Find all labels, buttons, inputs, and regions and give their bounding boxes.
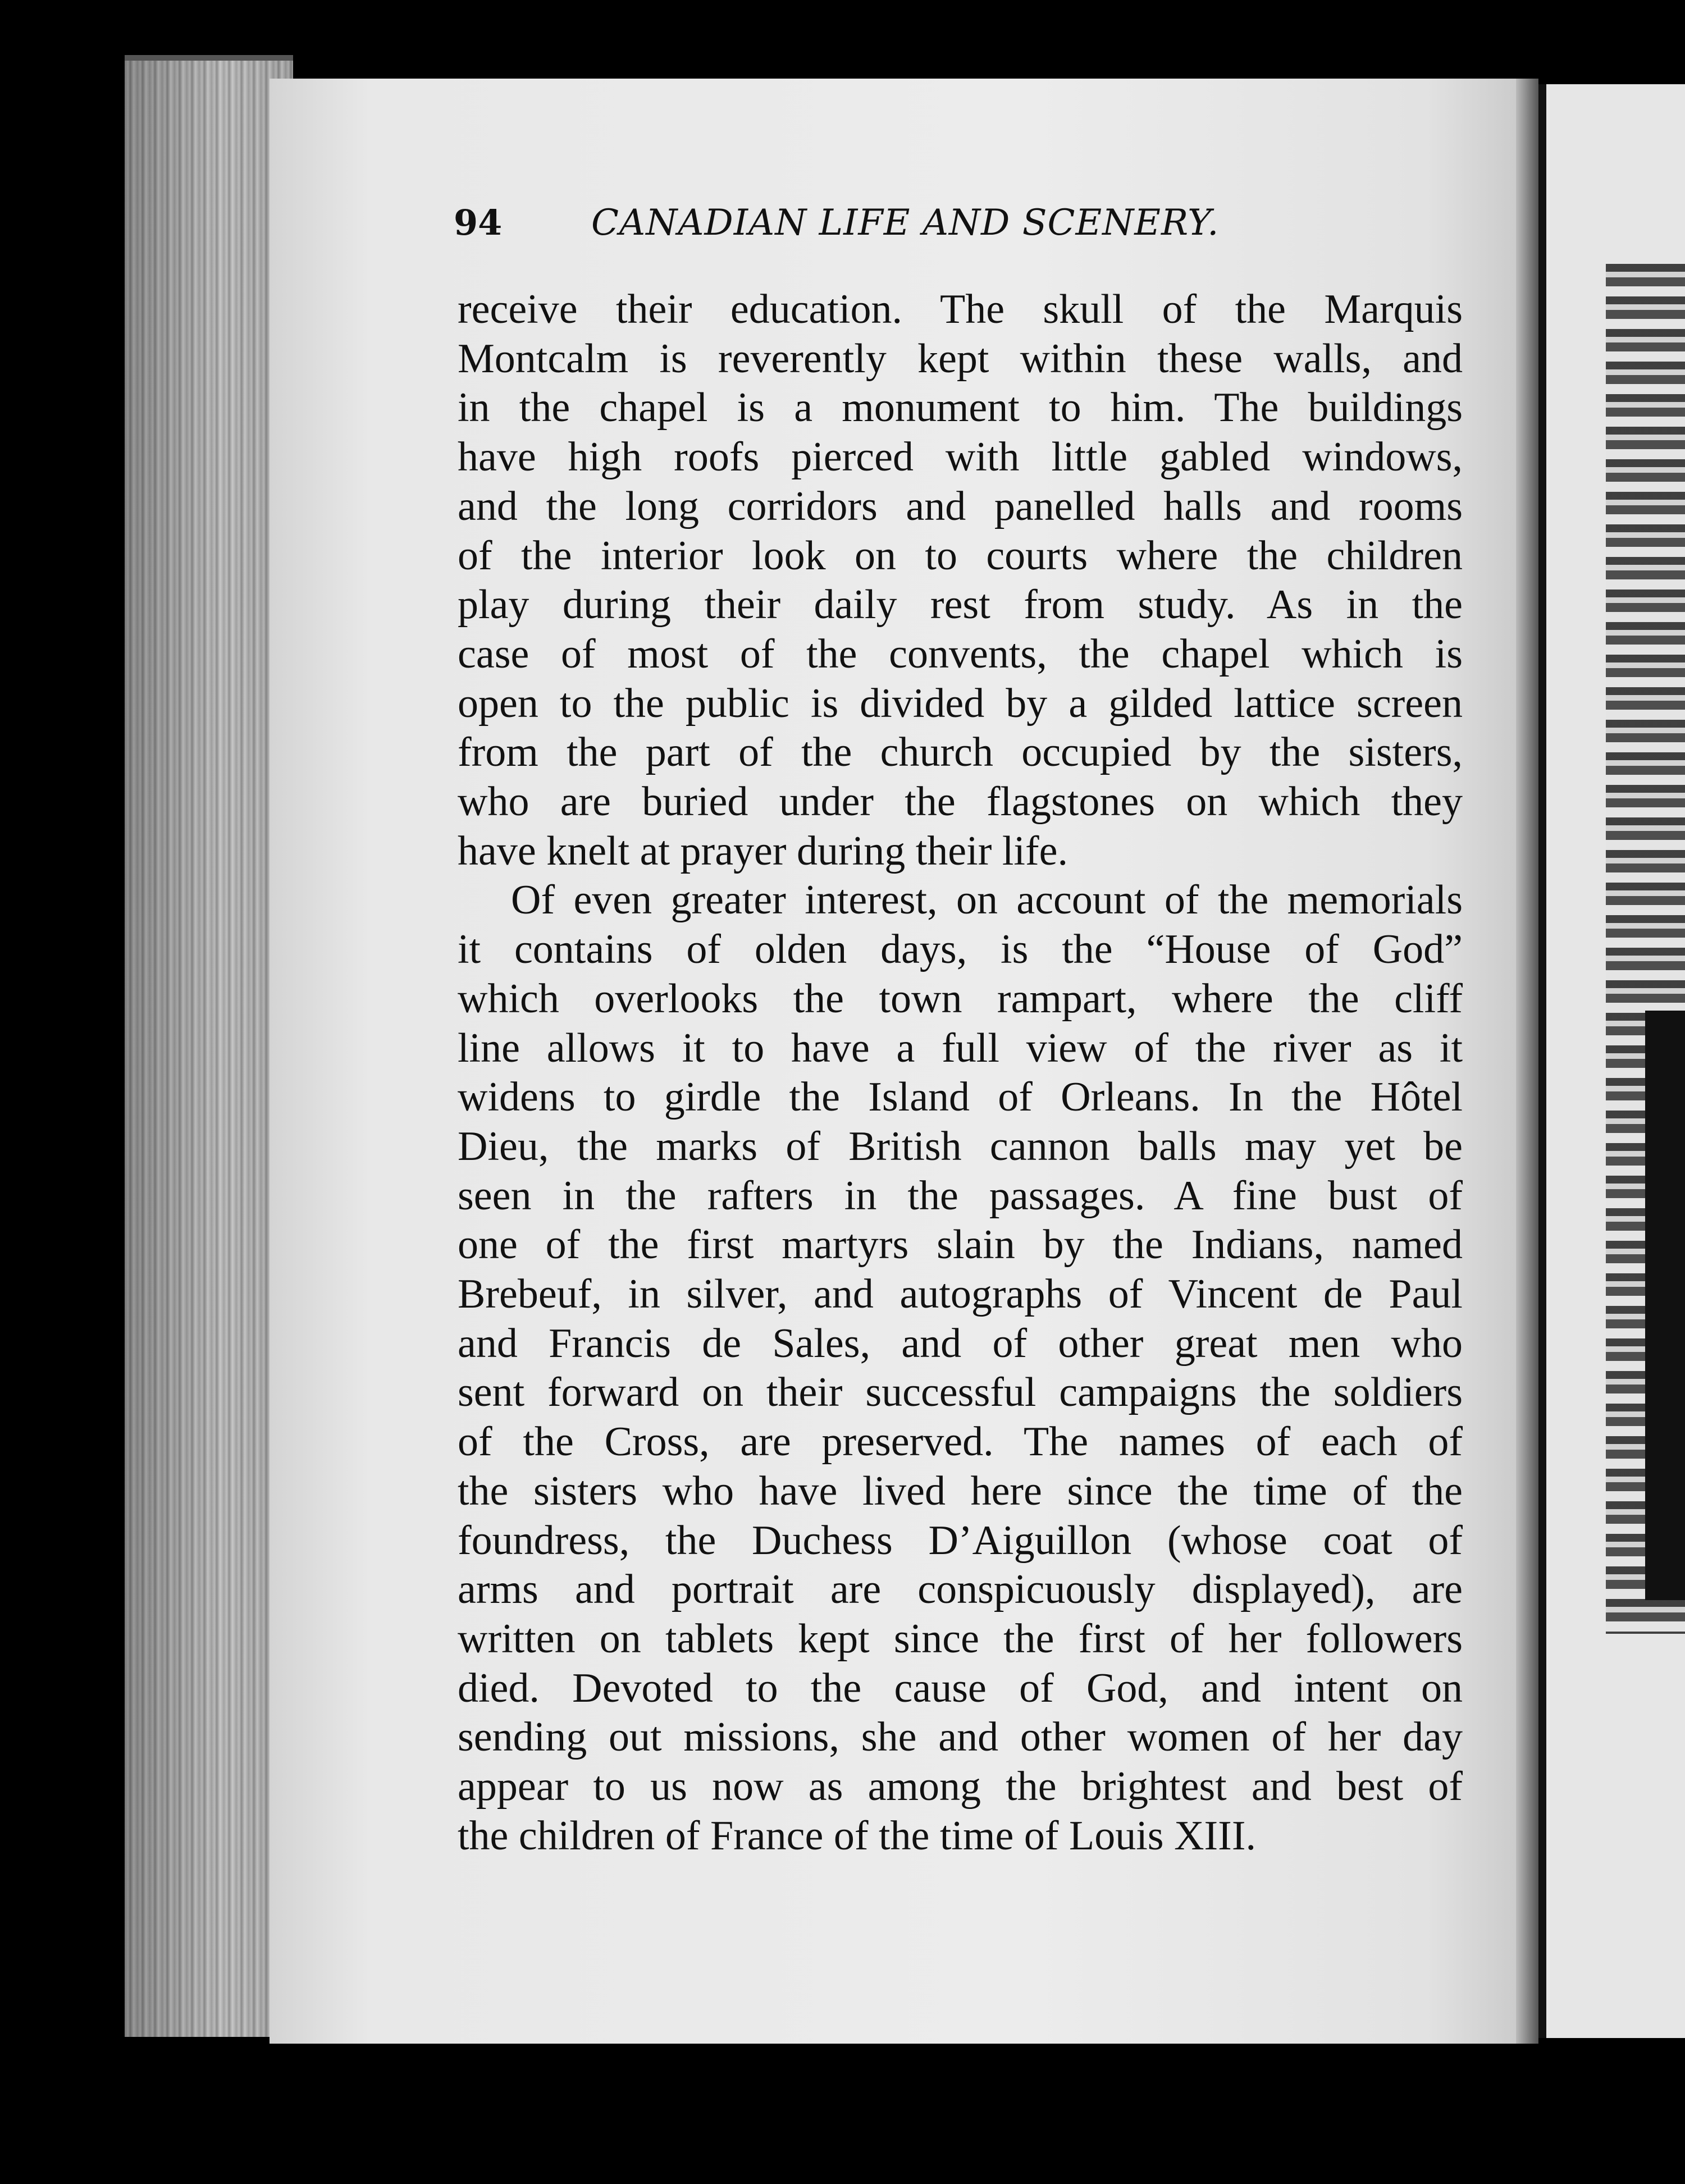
text-line: widens to girdle the Island of Orleans. In the Hôtel — [458, 1074, 1463, 1121]
text-line: it contains of olden days, is the “House of God” — [458, 926, 1463, 973]
text-line: Montcalm is reverently kept within these walls, and — [458, 335, 1463, 382]
text-line: open to the public is divided by a gilded lattice screen — [458, 680, 1463, 727]
text-line: Dieu, the marks of British cannon balls may yet be — [458, 1123, 1463, 1169]
text-line: and Francis de Sales, and of other great men who — [458, 1320, 1463, 1367]
text-line: one of the first martyrs slain by the Indians, named — [458, 1222, 1463, 1268]
paragraph-1 — [458, 285, 1463, 876]
text-line: have high roofs pierced with little gabled windows, — [458, 434, 1463, 481]
text-line: sent forward on their successful campaigns the soldiers — [458, 1369, 1463, 1416]
text-line: written on tablets kept since the first of her followers — [458, 1615, 1463, 1662]
text-line: play during their daily rest from study. As in the — [458, 582, 1463, 628]
text-line: sending out missions, she and other women of her day — [458, 1714, 1463, 1761]
text-line: appear to us now as among the brightest and best of — [458, 1763, 1463, 1810]
text-line: of the interior look on to courts where the children — [458, 532, 1463, 579]
text-line: Brebeuf, in silver, and autographs of Vincent de Paul — [458, 1271, 1463, 1318]
page-number: 94 — [454, 202, 503, 243]
text-line: died. Devoted to the cause of God, and intent on — [458, 1665, 1463, 1711]
text-line: have knelt at prayer during their life. — [458, 828, 1068, 874]
text-line: from the part of the church occupied by the sisters, — [458, 729, 1463, 776]
text-line: who are buried under the flagstones on which they — [458, 779, 1463, 825]
book-gutter — [1516, 79, 1538, 2044]
text-line: arms and portrait are conspicuously displayed), are — [458, 1566, 1463, 1613]
text-line: in the chapel is a monument to him. The buildings — [458, 385, 1463, 431]
text-line: foundress, the Duchess D’Aiguillon (whose coat of — [458, 1517, 1463, 1564]
text-line: and the long corridors and panelled halls and rooms — [458, 483, 1463, 529]
text-line: the sisters who have lived here since the time of the — [458, 1468, 1463, 1514]
paragraph-2 — [458, 876, 1463, 1861]
text-line: the children of France of the time of Louis XIII. — [458, 1812, 1256, 1859]
text-line: of the Cross, are preserved. The names of each of — [458, 1419, 1463, 1465]
running-title: CANADIAN LIFE AND SCENERY. — [591, 202, 1220, 244]
text-line: which overlooks the town rampart, where the cliff — [458, 975, 1463, 1022]
text-line: seen in the rafters in the passages. A fine bust of — [458, 1172, 1463, 1219]
text-line: line allows it to have a full view of the river as it — [458, 1025, 1463, 1071]
text-line: receive their education. The skull of the Marquis — [458, 286, 1463, 332]
text-line: case of most of the convents, the chapel which is — [458, 630, 1463, 677]
facing-page-illustration-shadow — [1645, 1011, 1685, 1600]
body-text — [458, 285, 1463, 1861]
running-head — [454, 202, 1330, 253]
text-line: Of even greater interest, on account of the memorials — [511, 877, 1463, 924]
book-page-edges — [125, 55, 293, 2037]
